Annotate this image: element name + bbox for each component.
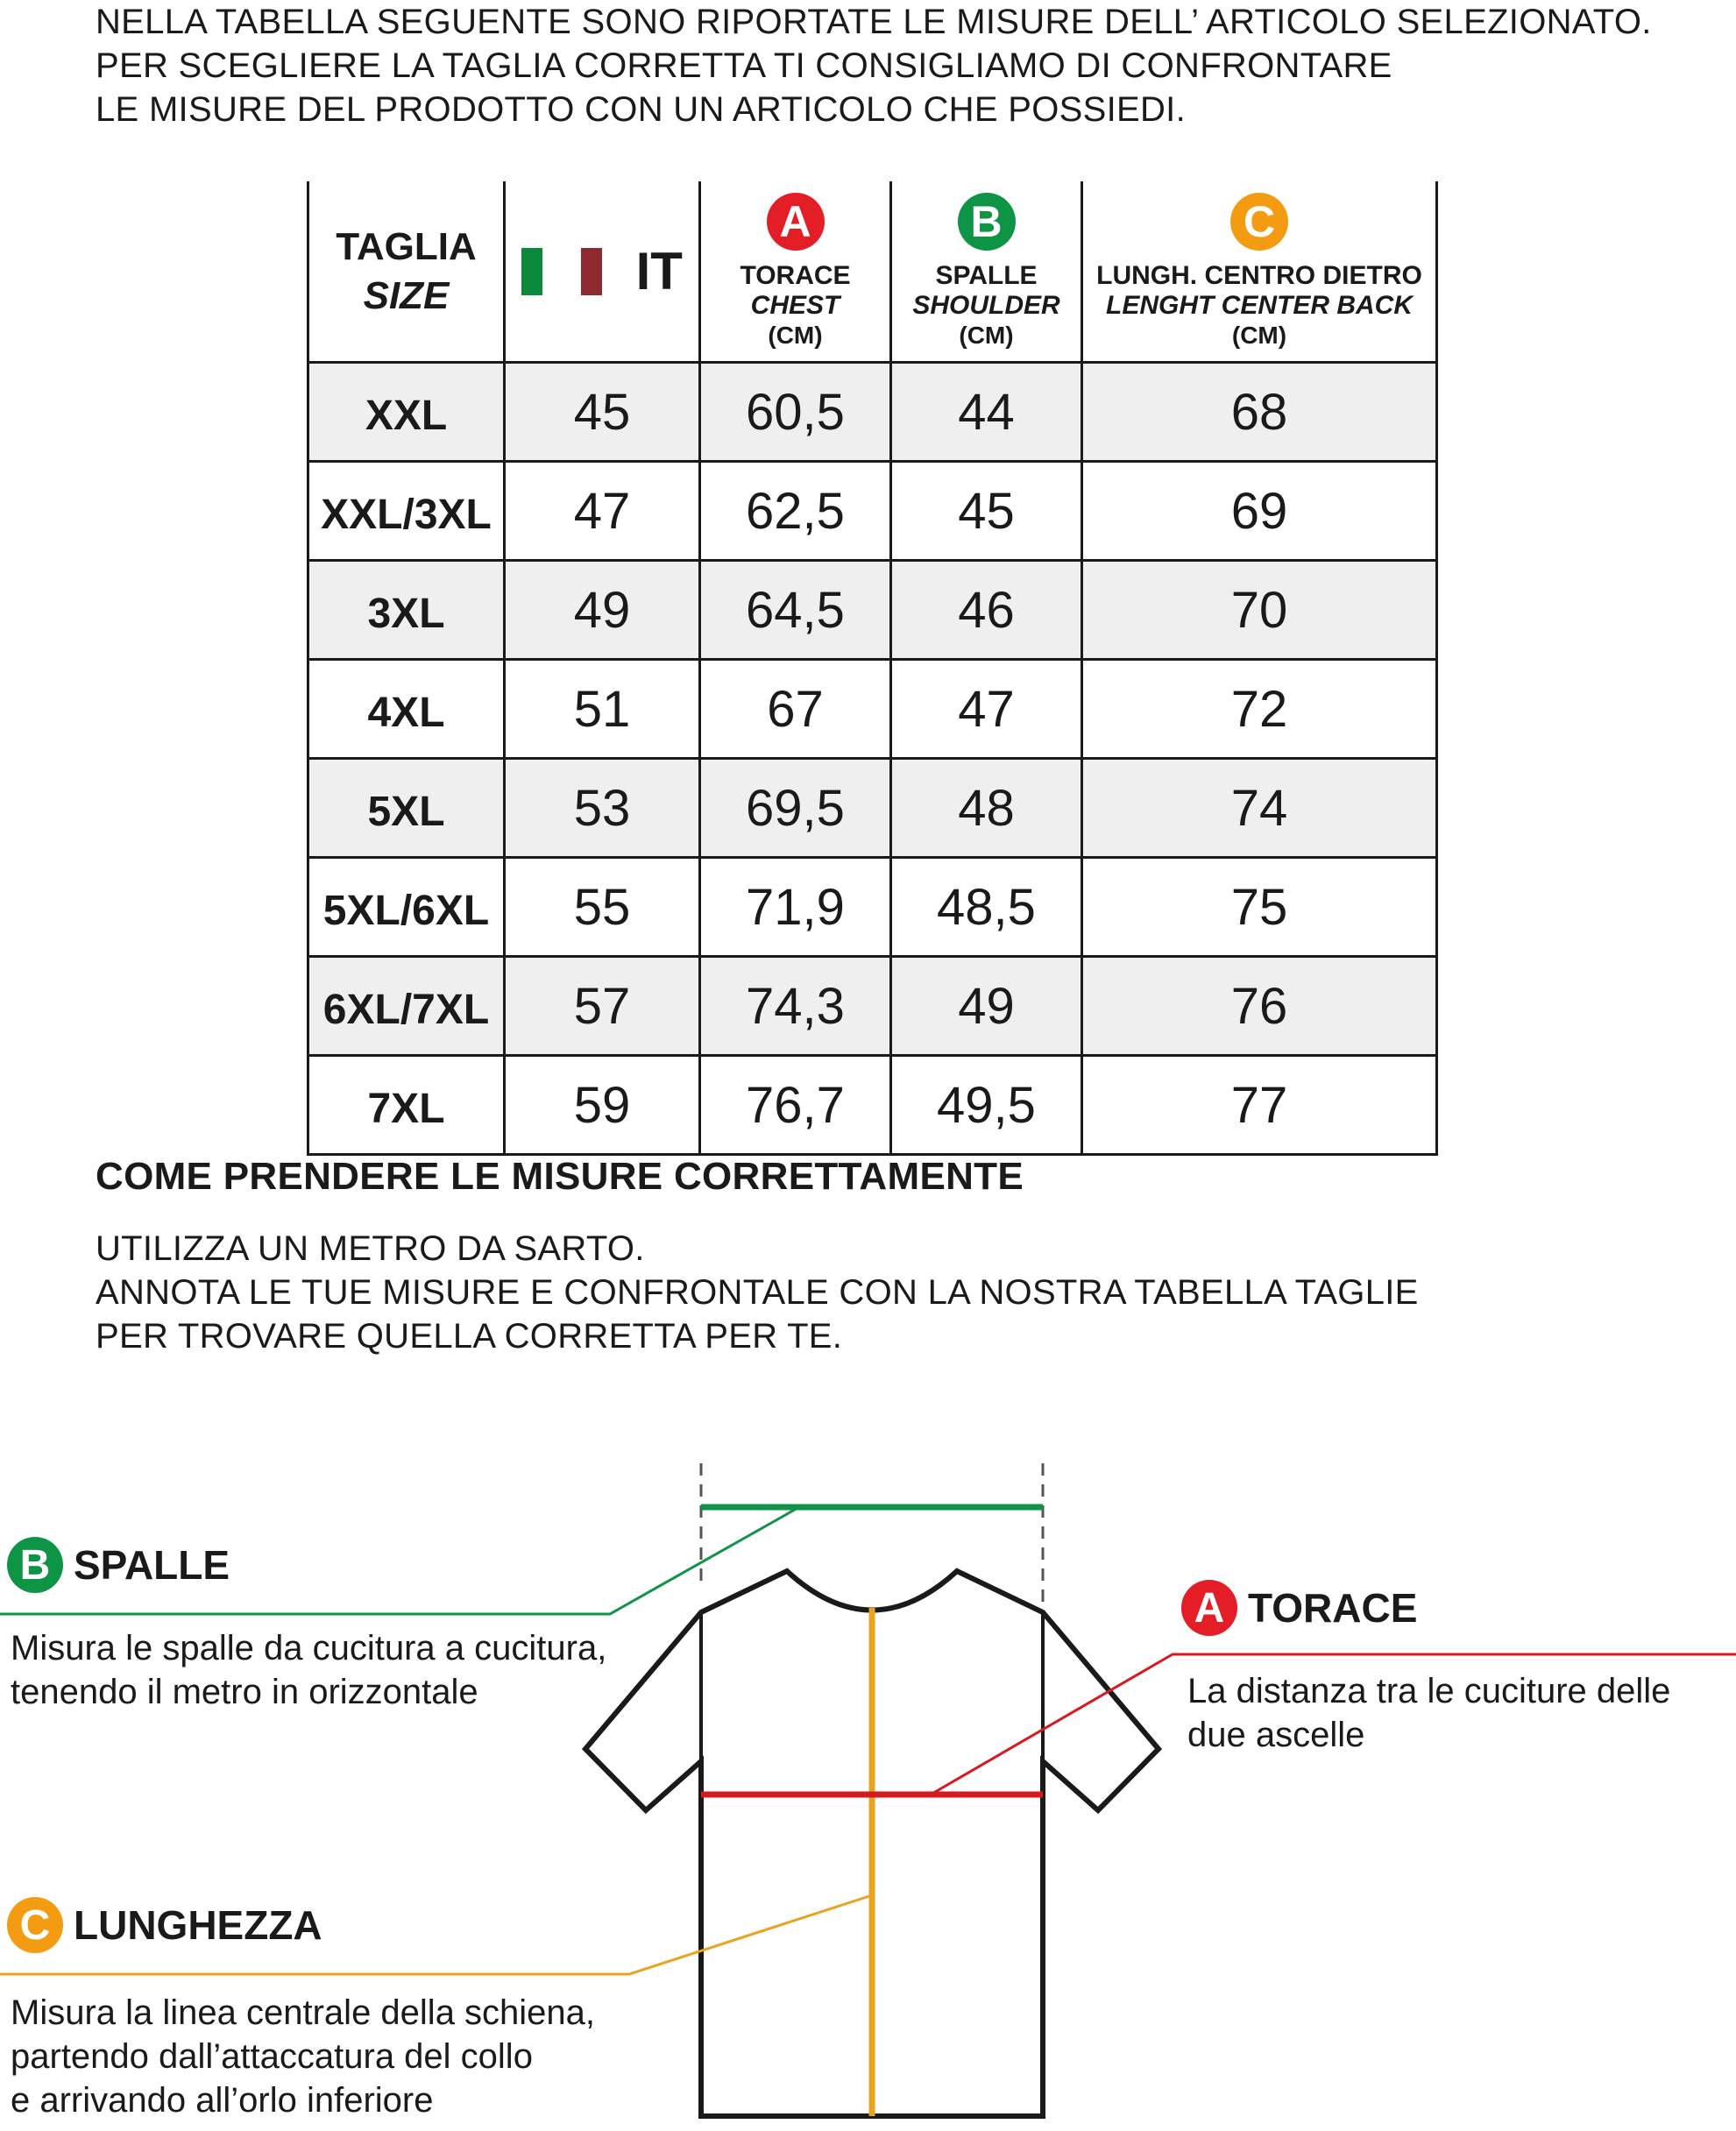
table-header-row <box>308 181 1437 363</box>
badge-b-icon: B <box>958 193 1016 251</box>
header-length-label-en: LENGHT CENTER BACK <box>1106 290 1413 320</box>
header-size <box>308 181 505 363</box>
shoulder-title: SPALLE <box>74 1542 230 1588</box>
cell-shoulder: 45 <box>891 462 1082 561</box>
cell-it: 57 <box>505 957 700 1056</box>
chest-label <box>1181 1580 1417 1636</box>
cell-size: 3XL <box>308 561 505 660</box>
length-label <box>7 1897 322 1953</box>
header-chest-label-en: CHEST <box>750 290 840 320</box>
header-shoulder-label: SPALLE <box>935 260 1038 290</box>
header-length <box>1082 181 1437 363</box>
size-table <box>307 181 1438 1156</box>
header-chest-label: TORACE <box>740 260 851 290</box>
cell-chest: 67 <box>700 660 891 759</box>
cell-length: 74 <box>1082 759 1437 858</box>
chest-description <box>1187 1669 1670 1757</box>
length-desc-line-3: e arrivando all’orlo inferiore <box>11 2081 434 2120</box>
cell-chest: 74,3 <box>700 957 891 1056</box>
cell-size: 6XL/7XL <box>308 957 505 1056</box>
cell-length: 72 <box>1082 660 1437 759</box>
cell-length: 68 <box>1082 363 1437 462</box>
badge-b-icon: B <box>7 1537 63 1593</box>
table-row <box>308 660 1437 759</box>
cell-length: 75 <box>1082 858 1437 957</box>
intro-line-1: NELLA TABELLA SEGUENTE SONO RIPORTATE LE MISURE DELL’ ARTICOLO SELEZIONATO. <box>96 3 1652 41</box>
header-chest <box>700 181 891 363</box>
how-line-3: PER TROVARE QUELLA CORRETTA PER TE. <box>96 1317 843 1356</box>
intro-line-3: LE MISURE DEL PRODOTTO CON UN ARTICOLO CHE POSSIEDI. <box>96 90 1186 129</box>
how-to-measure-text <box>96 1227 1419 1358</box>
cell-length: 76 <box>1082 957 1437 1056</box>
cell-shoulder: 46 <box>891 561 1082 660</box>
header-shoulder-label-en: SHOULDER <box>912 290 1060 320</box>
badge-c-icon: C <box>7 1897 63 1953</box>
cell-shoulder: 44 <box>891 363 1082 462</box>
cell-length: 70 <box>1082 561 1437 660</box>
cell-shoulder: 49 <box>891 957 1082 1056</box>
cell-shoulder: 48 <box>891 759 1082 858</box>
badge-c-icon: C <box>1230 193 1288 251</box>
header-it <box>505 181 700 363</box>
cell-it: 55 <box>505 858 700 957</box>
header-length-unit: (CM) <box>1231 321 1287 349</box>
shoulder-desc-line-1: Misura le spalle da cucitura a cucitura, <box>11 1629 607 1667</box>
table-row <box>308 759 1437 858</box>
table-row <box>308 858 1437 957</box>
cell-shoulder: 47 <box>891 660 1082 759</box>
chest-desc-line-2: due ascelle <box>1187 1716 1365 1754</box>
italian-flag-icon <box>521 248 611 295</box>
table-row <box>308 462 1437 561</box>
chest-desc-line-1: La distanza tra le cuciture delle <box>1187 1672 1671 1710</box>
header-size-label-en: SIZE <box>363 273 450 317</box>
how-to-measure-title: COME PRENDERE LE MISURE CORRETTAMENTE <box>96 1155 1024 1198</box>
cell-size: XXL/3XL <box>308 462 505 561</box>
badge-a-icon: A <box>767 193 825 251</box>
header-chest-unit: (CM) <box>768 321 823 349</box>
header-length-label: LUNGH. CENTRO DIETRO <box>1096 260 1422 290</box>
header-it-label: IT <box>635 242 683 301</box>
cell-chest: 64,5 <box>700 561 891 660</box>
cell-it: 59 <box>505 1056 700 1155</box>
cell-chest: 60,5 <box>700 363 891 462</box>
cell-chest: 71,9 <box>700 858 891 957</box>
table-row <box>308 957 1437 1056</box>
how-line-1: UTILIZZA UN METRO DA SARTO. <box>96 1229 645 1268</box>
cell-size: 4XL <box>308 660 505 759</box>
cell-shoulder: 48,5 <box>891 858 1082 957</box>
length-desc-line-2: partendo dall’attaccatura del collo <box>11 2037 533 2076</box>
length-description <box>11 1991 595 2122</box>
cell-it: 51 <box>505 660 700 759</box>
cell-size: 5XL/6XL <box>308 858 505 957</box>
intro-text <box>96 0 1673 131</box>
shoulder-label <box>7 1537 230 1593</box>
header-shoulder <box>891 181 1082 363</box>
cell-length: 77 <box>1082 1056 1437 1155</box>
length-desc-line-1: Misura la linea centrale della schiena, <box>11 1993 596 2032</box>
cell-shoulder: 49,5 <box>891 1056 1082 1155</box>
cell-it: 47 <box>505 462 700 561</box>
cell-it: 53 <box>505 759 700 858</box>
cell-size: 7XL <box>308 1056 505 1155</box>
header-shoulder-unit: (CM) <box>959 321 1014 349</box>
badge-a-icon: A <box>1181 1580 1237 1636</box>
cell-size: XXL <box>308 363 505 462</box>
length-title: LUNGHEZZA <box>74 1902 322 1948</box>
cell-length: 69 <box>1082 462 1437 561</box>
intro-line-2: PER SCEGLIERE LA TAGLIA CORRETTA TI CONSIGLIAMO DI CONFRONTARE <box>96 46 1392 85</box>
cell-it: 45 <box>505 363 700 462</box>
header-size-label: TAGLIA <box>336 224 477 268</box>
chest-title: TORACE <box>1248 1585 1418 1631</box>
how-line-2: ANNOTA LE TUE MISURE E CONFRONTALE CON LA NOSTRA TABELLA TAGLIE <box>96 1273 1419 1312</box>
cell-chest: 69,5 <box>700 759 891 858</box>
cell-chest: 76,7 <box>700 1056 891 1155</box>
table-row <box>308 1056 1437 1155</box>
cell-it: 49 <box>505 561 700 660</box>
table-row <box>308 561 1437 660</box>
cell-size: 5XL <box>308 759 505 858</box>
cell-chest: 62,5 <box>700 462 891 561</box>
shoulder-desc-line-2: tenendo il metro in orizzontale <box>11 1673 478 1711</box>
table-row <box>308 363 1437 462</box>
shoulder-description <box>11 1626 606 1714</box>
